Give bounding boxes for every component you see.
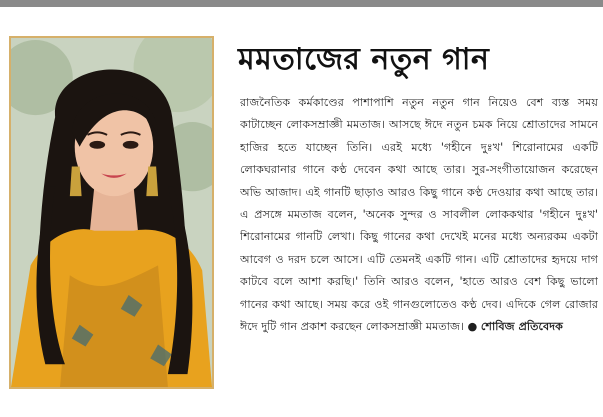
portrait-image — [11, 38, 212, 387]
article-body — [240, 92, 598, 397]
top-rule — [0, 0, 603, 7]
article-headline: মমতাজের নতুন গান — [238, 42, 490, 77]
article-byline: শোবিজ প্রতিবেদক — [480, 320, 563, 334]
bullet-icon: ● — [467, 320, 478, 334]
article-photo — [9, 36, 214, 389]
article-body-text: রাজনৈতিক কর্মকাণ্ডের পাশাপাশি নতুন নতুন গান নিয়েও বেশ ব্যস্ত সময় কাটাচ্ছেন লোকসম্রাজ্ঞী মমতাজ। আসছে ঈদে নতুন চমক নিয়ে শ্রোতাদের সামনে হাজির হতে যাচ্ছেন তিনি। এরই মধ্যে 'গহীনে দুঃখ' শিরোনামের একটি লোকঘরানার গানে কণ্ঠ দেবেন কথা আছে তার। সুর-সংগীতায়োজন করেছেন অভি আজাদ। এই গানটি ছাড়াও আরও কিছু গানে কণ্ঠ দেওয়ার কথা আছে তার। এ প্রসঙ্গে মমতাজ বলেন, 'অনেক সুন্দর ও সাবলীল লোককথার 'গহীনে দুঃখ' শিরোনামের গানটি লেখা। কিছু গানের কথা দেখেই মনের মধ্যে অন্যরকম একটা আবেগ ও দরদ চলে আসে। এটি তেমনই একটি গান। এটি শ্রোতাদের হৃদয়ে দাগ কাটবে বলে আশা করছি।' তিনি আরও বলেন, 'হাতে আরও বেশ কিছু ভালো গানের কথা আছে। সময় করে ওই গানগুলোতেও কণ্ঠ দেব। এদিকে গেল রোজার ঈদে দুটি গান প্রকাশ করছেন লোকসম্রাজ্ঞী মমতাজ। — [240, 96, 598, 334]
